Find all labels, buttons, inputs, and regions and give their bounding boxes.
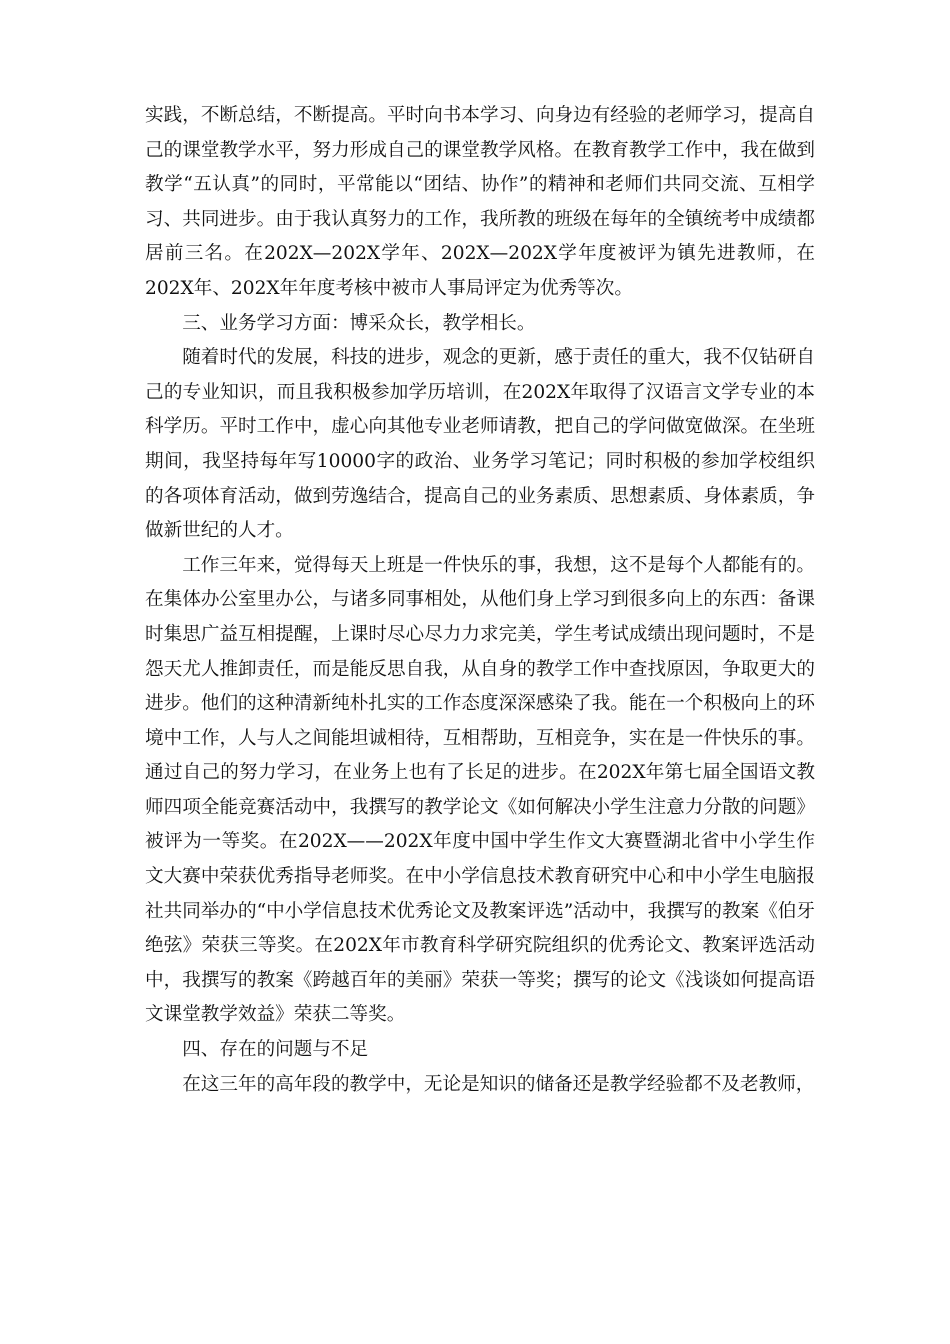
paragraph-problems: 在这三年的高年段的教学中，无论是知识的储备还是教学经验都不及老教师， — [182, 1073, 815, 1095]
paragraph-work-experience: 工作三年来，觉得每天上班是一件快乐的事，我想，这不是每个人都能有的。在集体办公室里办公，与诸多同事相处，从他们身上学习到很多向上的东西：备课时集思广益互相提醒，上课时尽心尽力力求完美，学生考试成绩出现问题时，不是怨天尤人推卸责任，而是能反思自我，从自身的教学工作中查找原因，争取更大的进步。他们的这种清新纯朴扎实的工作态度深深感染了我。能在一个积极向上的环境中工作，人与人之间能坦诚相待，互相帮助，互相竞争，实在是一件快乐的事。通过自己的努力学习，在业务上也有了长足的进步。在202X年第七届全国语文教师四项全能竞赛活动中，我撰写的教学论文《如何解决小学生注意力分散的问题》被评为一等奖。在202X——202X年度中国中学生作文大赛暨湖北省中小学生作文大赛中荣获优秀指导老师奖。在中小学信息技术教育研究中心和中小学生电脑报社共同举办的“中小学信息技术优秀论文及教案评选”活动中，我撰写的教案《伯牙绝弦》荣获三等奖。在202X年市教育科学研究院组织的优秀论文、教案评选活动中，我撰写的教案《跨越百年的美丽》荣获一等奖；撰写的论文《浅谈如何提高语文课堂教学效益》荣获二等奖。 — [145, 554, 815, 1026]
section-heading-problems: 四、存在的问题与不足 — [182, 1039, 369, 1061]
paragraph-continued: 实践，不断总结，不断提高。平时向书本学习、向身边有经验的老师学习，提高自己的课堂教学水平，努力形成自己的课堂教学风格。在教育教学工作中，我在做到教学“五认真”的同时，平常能以“团结、协作”的精神和老师们共同交流、互相学习、共同进步。由于我认真努力的工作，我所教的班级在每年的全镇统考中成绩都居前三名。在202X—202X学年、202X—202X学年度被评为镇先进教师，在202X年、202X年年度考核中被市人事局评定为优秀等次。 — [145, 105, 815, 299]
section-heading-business-study: 三、业务学习方面：博采众长，教学相长。 — [182, 312, 536, 334]
paragraph-professional-study: 随着时代的发展，科技的进步，观念的更新，感于责任的重大，我不仅钻研自己的专业知识，而且我积极参加学历培训，在202X年取得了汉语言文学专业的本科学历。平时工作中，虚心向其他专业老师请教，把自己的学问做宽做深。在坐班期间，我坚持每年写10000字的政治、业务学习笔记；同时积极的参加学校组织的各项体育活动，做到劳逸结合，提高自己的业务素质、思想素质、身体素质，争做新世纪的人才。 — [145, 347, 815, 542]
document-page — [145, 99, 815, 1102]
